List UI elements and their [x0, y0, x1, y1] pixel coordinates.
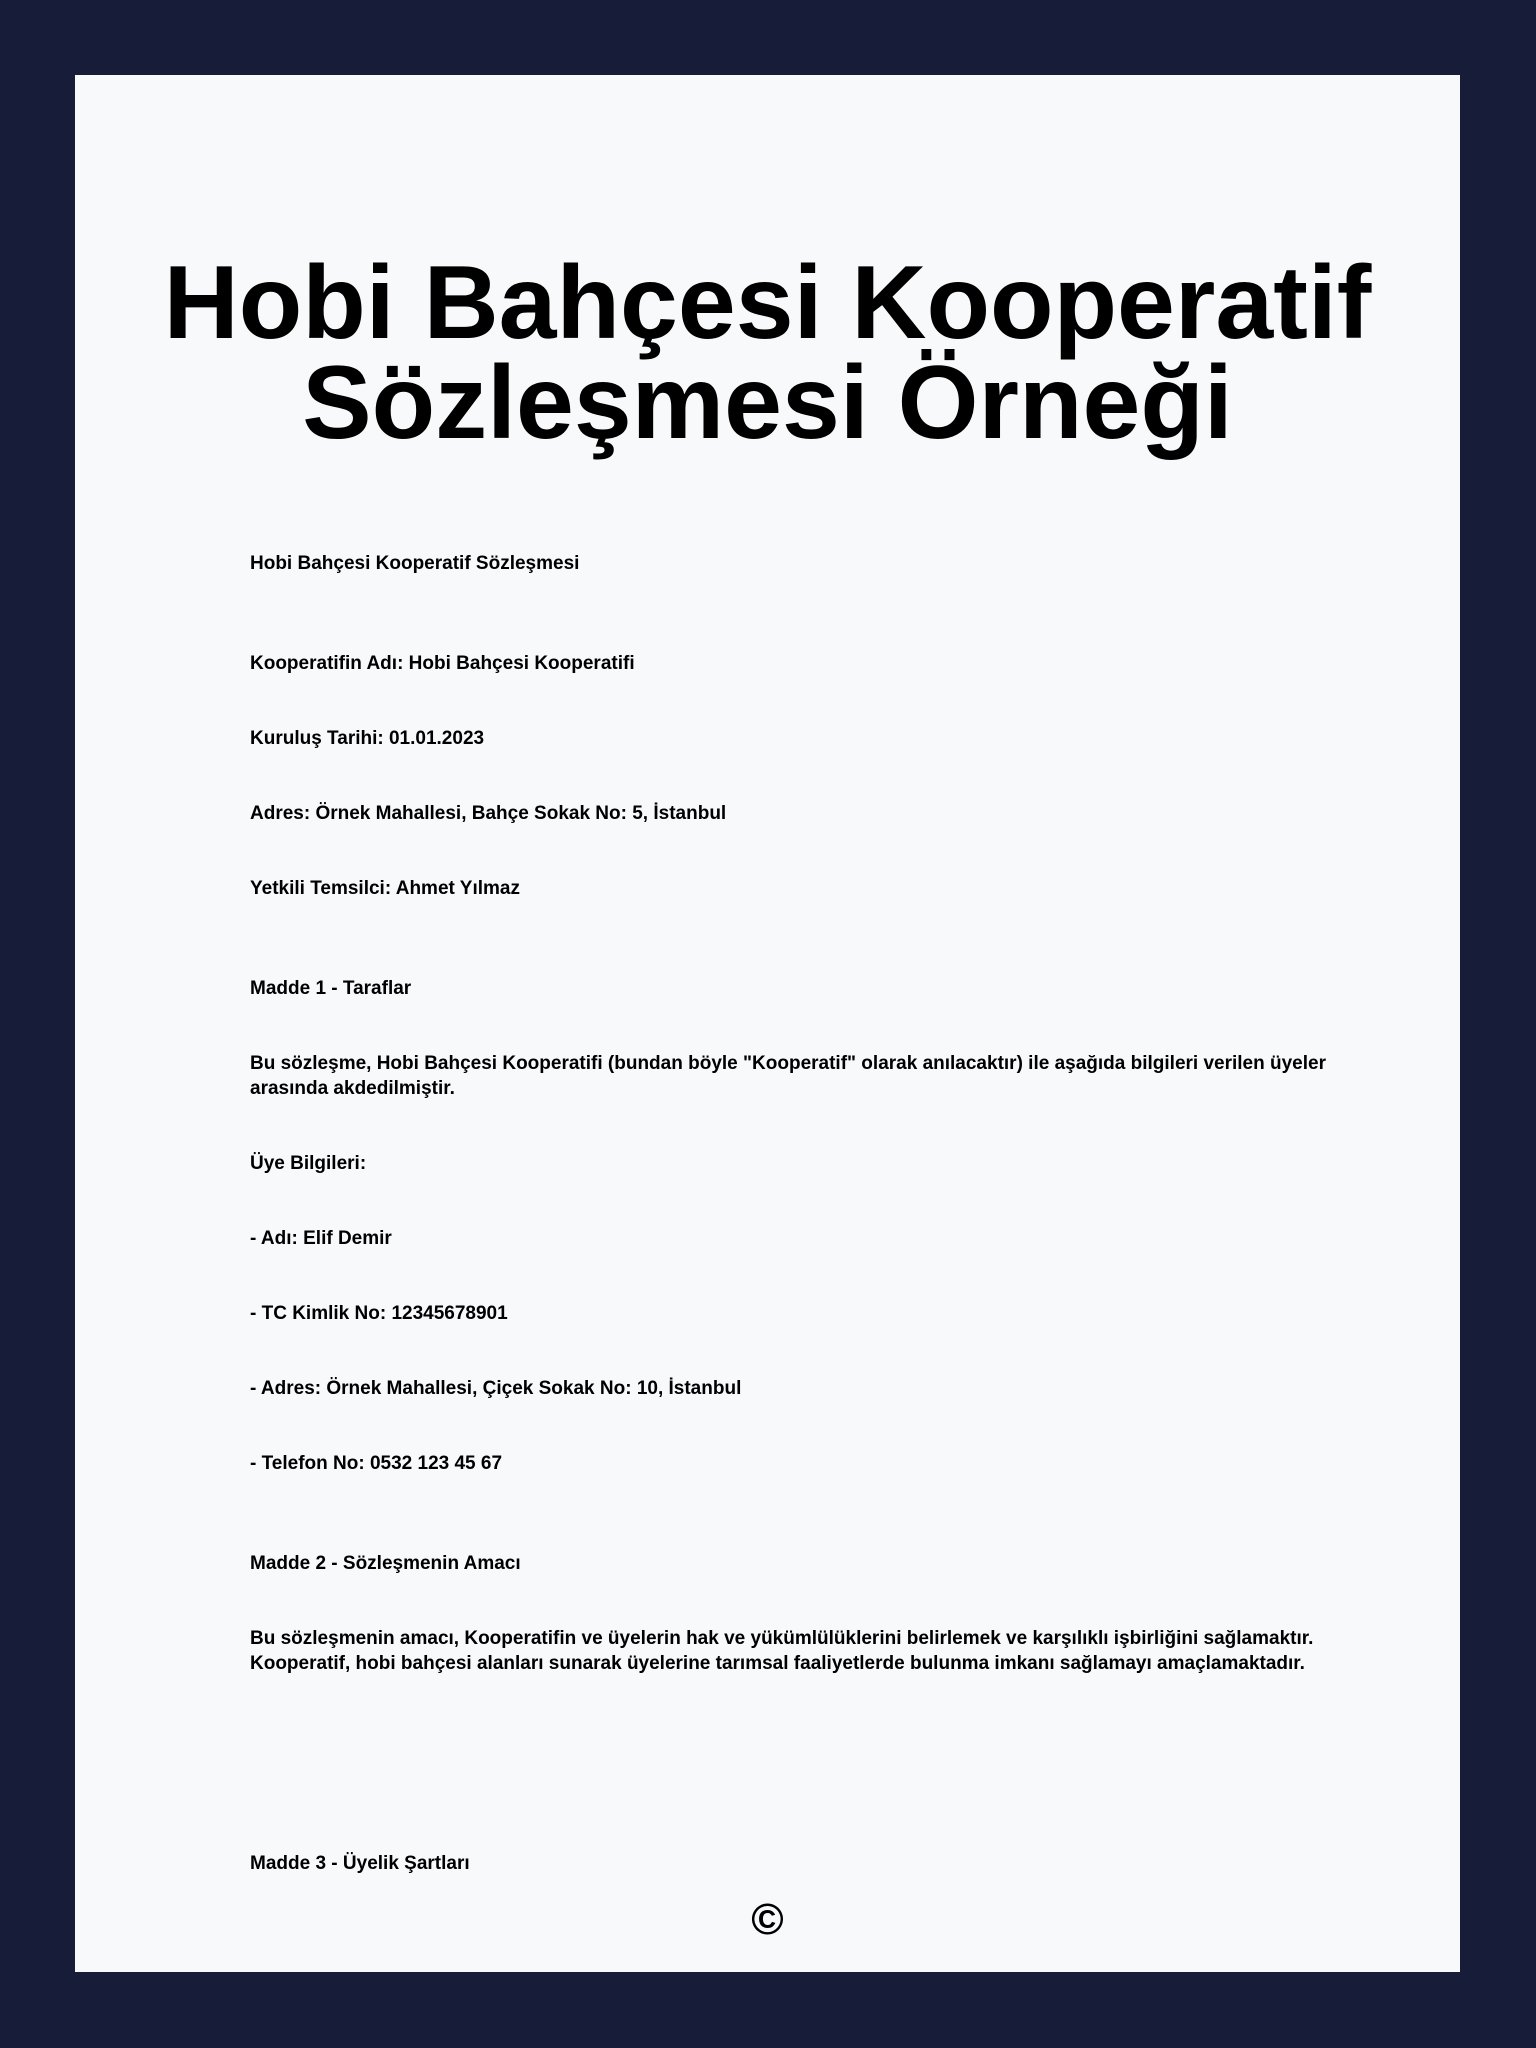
member-name: - Adı: Elif Demir	[250, 1228, 392, 1249]
document-title	[75, 245, 1460, 461]
article-1-text: Bu sözleşme, Hobi Bahçesi Kooperatifi (bundan böyle "Kooperatif" olarak anılacaktır) ile aşağıda bilgileri verilen üyeler arasında akdedilmiştir.	[250, 1053, 1326, 1099]
member-tc-number: - TC Kimlik No: 12345678901	[250, 1303, 508, 1324]
article-2-text: Bu sözleşmenin amacı, Kooperatifin ve üyelerin hak ve yükümlülüklerini belirlemek ve karşılıklı işbirliğini sağlamaktır. Kooperatif, hobi bahçesi alanları sunarak üyelerine tarımsal faaliyetlerde bulunma imkanı sağlamayı amaçlamaktadır.	[250, 1628, 1314, 1674]
member-info-title: Üye Bilgileri:	[250, 1153, 367, 1174]
article-1-title: Madde 1 - Taraflar	[250, 978, 412, 999]
cooperative-name: Kooperatifin Adı: Hobi Bahçesi Kooperatifi	[250, 653, 635, 674]
article-3-title: Madde 3 - Üyelik Şartları	[250, 1853, 470, 1874]
founding-date: Kuruluş Tarihi: 01.01.2023	[250, 728, 485, 749]
title-line-1: Hobi Bahçesi Kooperatif	[163, 245, 1372, 361]
member-phone: - Telefon No: 0532 123 45 67	[250, 1453, 503, 1474]
document-page	[75, 75, 1460, 1972]
contract-heading: Hobi Bahçesi Kooperatif Sözleşmesi	[250, 553, 580, 574]
cooperative-address: Adres: Örnek Mahallesi, Bahçe Sokak No: 5, İstanbul	[250, 803, 727, 824]
article-2-title: Madde 2 - Sözleşmenin Amacı	[250, 1553, 521, 1574]
member-address: - Adres: Örnek Mahallesi, Çiçek Sokak No: 10, İstanbul	[250, 1378, 742, 1399]
authorized-representative: Yetkili Temsilci: Ahmet Yılmaz	[250, 878, 520, 899]
copyright-icon: ©	[751, 1895, 784, 1944]
title-line-2: Sözleşmesi Örneği	[302, 345, 1233, 461]
